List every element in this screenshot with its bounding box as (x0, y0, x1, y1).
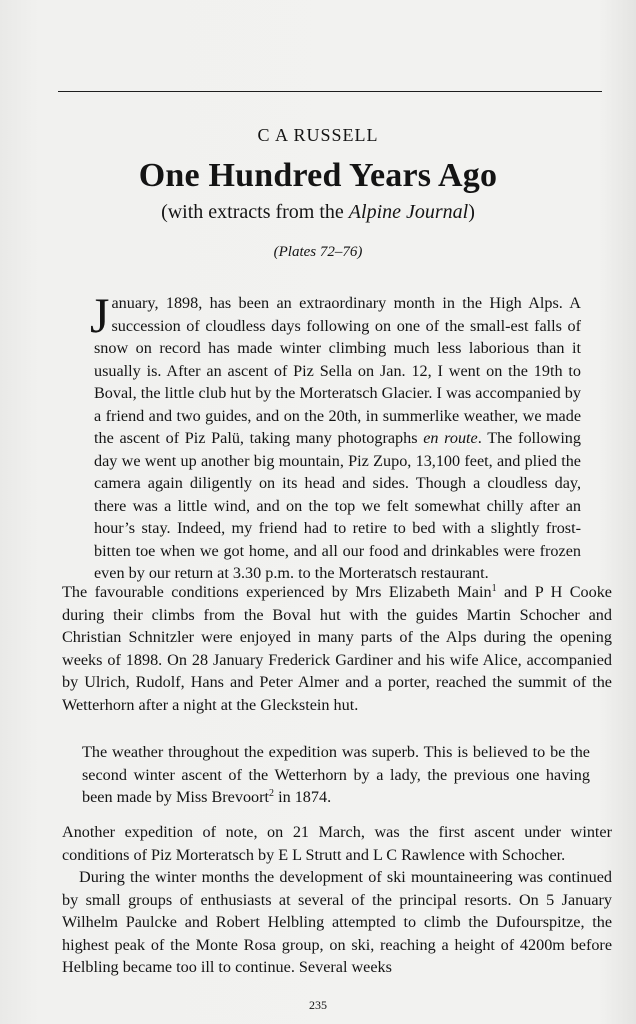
drop-cap: J (90, 287, 110, 343)
article-subtitle (0, 201, 636, 224)
para1-text-2: and P H Cooke during their climbs from the Boval hut with the guides Martin Schocher and Christian Schnitzler were enjoyed in many parts of the Alps during the opening weeks of 1898. On 28 January Frederick Gardiner and his wife Alice, accompanied by Ulrich, Rudolf, Hans and Peter Almer and a porter, reached the summit of the Wetterhorn after a night at the Gleckstein hut. (62, 583, 612, 714)
body-paragraph-2 (62, 821, 612, 979)
footnote-ref-2: 2 (269, 788, 275, 799)
subtitle-prefix: (with extracts from the (161, 201, 349, 223)
opening-extract (90, 287, 581, 585)
plates-reference: (Plates 72–76) (273, 244, 363, 260)
extract-italic: en route (423, 429, 478, 447)
article-author: C A RUSSELL (257, 125, 379, 145)
body-paragraph-1 (62, 581, 612, 716)
subtitle-suffix: ) (468, 201, 475, 223)
para2-second: During the winter months the development of ski mountaineering was continued by small groups of enthusiasts at several of the principal resorts. On 5 January Wilhelm Paulcke and Robert Helbling attempted to climb the Dufourspitze, the highest peak of the Monte Rosa group, on ski, reaching a height of 4200m before Helbling became too ill to continue. Several weeks (62, 868, 612, 976)
quote2-text-1: The weather throughout the expedition was superb. This is believed to be the second winter ascent of the Wetterhorn by a lady, the previous one having been made by Miss Brevoort (82, 743, 590, 806)
quote2-text-2: in 1874. (274, 788, 332, 806)
subtitle-journal: Alpine Journal (348, 201, 469, 223)
footnote-ref-1: 1 (491, 583, 497, 594)
para1-text-1: The favourable conditions experienced by Mrs Elizabeth Main (62, 583, 492, 601)
page-number: 235 (309, 998, 327, 1012)
article-title: One Hundred Years Ago (138, 157, 498, 194)
header-rule (58, 91, 602, 92)
extract-text-2: . The following day we went up another big mountain, Piz Zupo, 13,100 feet, and plied the camera again diligently on its head and sides. Though a cloudless day, there was a little wind, and on the top we felt somewhat chilly after an hour’s stay. Indeed, my friend had to retire to bed with a slightly frost-bitten toe when we got home, and all our food and drinkables were frozen even by our return at 3.30 p.m. to the Morteratsch restaurant. (94, 429, 581, 582)
extract-text-1: anuary, 1898, has been an extraordinary month in the High Alps. A succession of cloudless days following on one of the small-est falls of snow on record has made winter climbing much less laborious than it usually is. After an ascent of Piz Sella on Jan. 12, I went on the 19th to Boval, the little club hut by the Morteratsch Glacier. I was accompanied by a friend and two guides, and on the 20th, in summerlike weather, we made the ascent of Piz Palü, taking many photographs (94, 294, 581, 447)
para2-first: Another expedition of note, on 21 March, was the first ascent under winter conditions of Piz Morteratsch by E L Strutt and L C Rawlence with Schocher. (62, 823, 612, 864)
wetterhorn-extract (82, 741, 590, 809)
